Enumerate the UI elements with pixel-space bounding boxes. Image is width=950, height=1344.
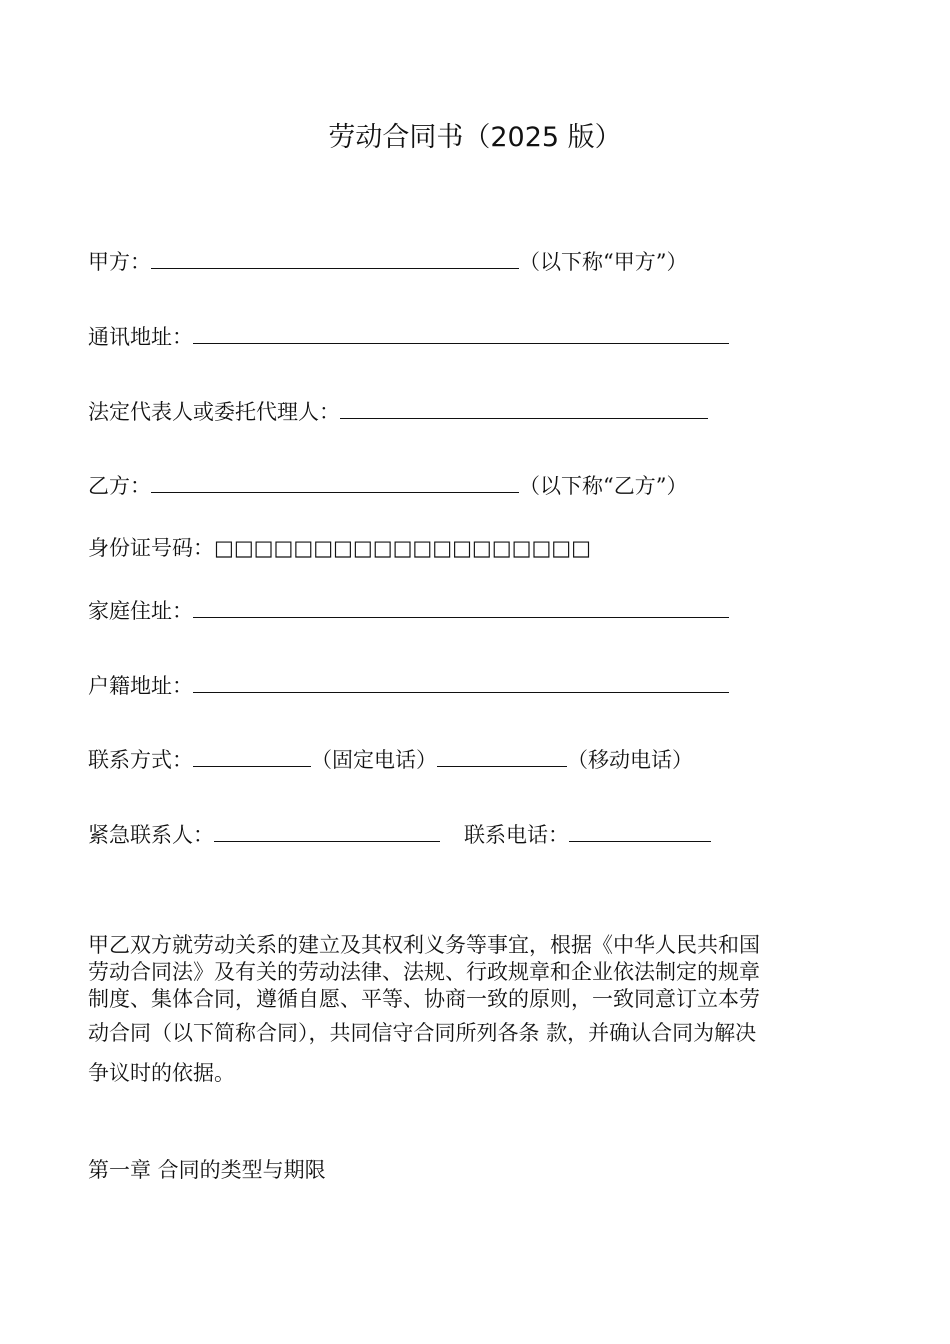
emergency-label: 紧急联系人： <box>88 823 214 847</box>
address-blank[interactable] <box>193 321 729 344</box>
party-a-row <box>88 246 687 276</box>
party-b-row <box>88 470 687 500</box>
mobile-blank[interactable] <box>437 744 567 767</box>
preamble-line-3: 制度、集体合同，遵循自愿、平等、协商一致的原则，一致同意订立本劳 <box>88 987 760 1011</box>
contact-label: 联系方式： <box>88 748 193 772</box>
preamble-line-2: 劳动合同法》及有关的劳动法律、法规、行政规章和企业依法制定的规章 <box>88 960 760 984</box>
representative-label: 法定代表人或委托代理人： <box>88 400 340 424</box>
preamble-line-5: 争议时的依据。 <box>88 1061 235 1085</box>
landline-label: （固定电话） <box>311 748 437 772</box>
party-b-suffix: （以下称“乙方”） <box>519 474 688 498</box>
document-title: 劳动合同书（2025 版） <box>328 122 622 153</box>
emergency-name-blank[interactable] <box>214 819 440 842</box>
address-label: 通讯地址： <box>88 325 193 349</box>
party-b-blank[interactable] <box>151 470 519 493</box>
home-address-row <box>88 595 729 625</box>
emergency-phone-blank[interactable] <box>569 819 711 842</box>
id-number-boxes[interactable]: □□□□□□□□□□□□□□□□□□□ <box>214 536 591 560</box>
contact-row <box>88 744 693 774</box>
emergency-row <box>88 819 711 849</box>
representative-row <box>88 396 708 426</box>
party-a-label: 甲方： <box>88 250 151 274</box>
address-row <box>88 321 729 351</box>
household-address-row <box>88 670 729 700</box>
household-address-label: 户籍地址： <box>88 674 193 698</box>
party-b-label: 乙方： <box>88 474 151 498</box>
preamble-line-4: 动合同（以下简称合同），共同信守合同所列各条 款，并确认合同为解决 <box>88 1021 757 1045</box>
representative-blank[interactable] <box>340 396 708 419</box>
home-address-blank[interactable] <box>193 595 729 618</box>
preamble-paragraph <box>88 932 878 1091</box>
household-address-blank[interactable] <box>193 670 729 693</box>
landline-blank[interactable] <box>193 744 311 767</box>
id-number-row <box>88 534 591 562</box>
party-a-suffix: （以下称“甲方”） <box>519 250 688 274</box>
id-number-label: 身份证号码： <box>88 536 214 560</box>
party-a-blank[interactable] <box>151 246 519 269</box>
chapter-1-heading: 第一章 合同的类型与期限 <box>88 1158 326 1182</box>
home-address-label: 家庭住址： <box>88 599 193 623</box>
mobile-label: （移动电话） <box>567 748 693 772</box>
preamble-line-1: 甲乙双方就劳动关系的建立及其权利义务等事宜，根据《中华人民共和国 <box>88 933 760 957</box>
emergency-phone-label: 联系电话： <box>464 823 569 847</box>
